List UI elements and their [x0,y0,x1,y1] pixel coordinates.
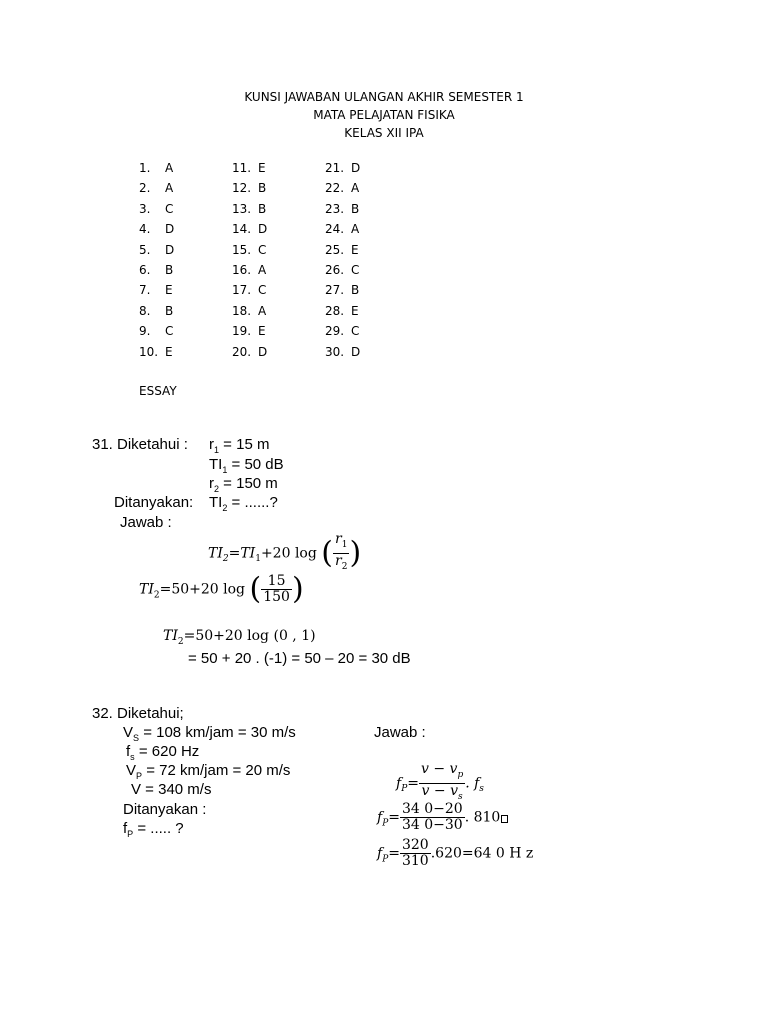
q31-label: 31. Diketahui : [92,436,188,453]
answer-letter: D [165,222,175,237]
q31-ti2: $TI_2$ = ......? [209,494,278,513]
q31-ti1: $TI_1 = 50$ dB [209,456,284,475]
answer-row [139,342,174,362]
answer-row [232,342,267,362]
answer-row [139,178,174,198]
q32-equation-2: $f_P=$ $\frac{34 0-20}{34 0-30}$ . 810 [377,802,508,833]
answer-number: 26. [325,262,345,277]
answer-letter: E [165,283,173,298]
answer-number: 5. [139,242,151,257]
title-line-3: KELAS XII IPA [344,126,424,140]
answer-number: 23. [325,201,345,216]
answer-row [325,280,360,300]
q32-ditanyakan: Ditanyakan : [123,801,207,818]
answer-row [139,219,174,239]
q31-equation-2: $TI_2=50+20$ log ( $\frac{15}{150}$ ) [139,571,304,607]
q31-r2: $r_2 = 150$ m [209,475,278,494]
answer-row [232,260,267,280]
q32-fs: $f_s = 620$ Hz [126,743,200,762]
answer-letter: E [258,161,266,175]
answer-number: 11. [232,161,252,175]
answer-row [232,178,267,198]
q31-ditanyakan: Ditanyakan: [114,494,194,511]
answer-letter: B [165,262,174,277]
answer-number: 16. [232,262,252,277]
answer-row [232,301,267,321]
answer-row [232,280,267,300]
answer-letter: C [165,324,174,339]
q31-result: = 50 + 20 . (-1) = 50 – 20 = 30 dB [188,650,411,667]
answer-number: 29. [325,324,345,339]
answer-number: 6. [139,262,151,277]
q32-jawab: Jawab : [374,724,426,741]
answer-row [232,199,267,219]
answer-letter: C [258,242,267,257]
answer-letter: E [351,303,359,318]
answer-number: 2. [139,181,151,196]
answer-number: 4. [139,222,151,237]
answer-number: 19. [232,324,252,339]
answer-number: 14. [232,222,252,237]
title-line-1: KUNSI JAWABAN ULANGAN AKHIR SEMESTER 1 [244,90,524,104]
answer-letter: E [351,242,359,257]
q32-label: 32. Diketahui; [92,705,184,722]
answer-row [325,178,360,198]
answer-row [325,342,360,362]
q31-r1: $r_1 = 15$ m [209,436,270,455]
answer-row [139,240,174,260]
answer-number: 27. [325,283,345,298]
q31-jawab: Jawab : [120,514,172,531]
answer-letter: D [351,344,361,359]
answer-number: 9. [139,324,151,339]
answer-row [325,219,360,239]
answer-letter: C [351,262,360,277]
answer-letter: B [165,303,174,318]
answer-letter: A [165,181,174,196]
answer-number: 22. [325,181,345,196]
answer-number: 12. [232,181,252,196]
answer-number: 15. [232,242,252,257]
missing-glyph-box [501,815,508,823]
answer-row [325,158,360,178]
answer-row [139,280,174,300]
answer-letter: B [258,201,267,216]
answer-number: 7. [139,283,151,298]
answer-letter: C [165,201,174,216]
answer-row [232,219,267,239]
q32-equation-1: $f_P=$ $\frac{v - v_p}{v - v_s}$ . $f_s$ [396,761,484,802]
answer-number: 25. [325,242,345,257]
answer-number: 17. [232,283,252,298]
answer-letter: B [351,201,360,216]
answer-letter: D [258,344,268,359]
answer-row [139,260,174,280]
title-line-2: MATA PELAJATAN FISIKA [313,108,455,122]
answer-row [139,158,174,178]
answer-letter: B [351,283,360,298]
answer-row [139,199,174,219]
q32-equation-3: $f_P=$ $\frac{320}{310}$ .620=64 0 H z [377,837,534,869]
answer-number: 13. [232,201,252,216]
answer-letter: A [258,303,267,318]
answer-row [139,301,174,321]
answer-letter: C [351,324,360,339]
answer-row [232,321,267,341]
q32-v: V = 340 m/s [131,781,212,798]
q31-equation-1: $TI_2=TI_1+20$ log ( $\frac{r_1}{r_2}$ ) [208,531,362,572]
answer-column-1 [139,158,174,362]
essay-label: ESSAY [139,384,177,398]
answer-letter: D [165,242,175,257]
answer-row [232,158,267,178]
answer-number: 21. [325,161,345,175]
answer-row [325,301,360,321]
answer-letter: A [165,161,174,175]
answer-letter: A [351,181,360,196]
answer-letter: D [351,161,361,175]
answer-row [325,240,360,260]
answer-number: 10. [139,344,159,359]
answer-row [232,240,267,260]
answer-number: 1. [139,161,151,175]
q32-vp: $V_P = 72$ km/jam = 20 m/s [126,762,291,781]
answer-number: 8. [139,303,151,318]
q32-vs: $V_S = 108$ km/jam = 30 m/s [123,724,296,743]
answer-letter: A [258,262,267,277]
answer-letter: B [258,181,267,196]
answer-letter: A [351,222,360,237]
answer-number: 30. [325,344,345,359]
answer-number: 18. [232,303,252,318]
answer-row [139,321,174,341]
answer-number: 20. [232,344,252,359]
answer-column-2 [232,158,267,362]
answer-letter: C [258,283,267,298]
answer-column-3 [325,158,360,362]
answer-row [325,321,360,341]
answer-row [325,260,360,280]
q32-fp: $f_P$ = ..... ? [123,820,184,839]
answer-row [325,199,360,219]
answer-number: 3. [139,201,151,216]
answer-number: 24. [325,222,345,237]
answer-letter: E [165,344,173,359]
q31-equation-3: $TI_2=50+20$ log (0 , 1) [163,628,316,647]
answer-number: 28. [325,303,345,318]
answer-letter: D [258,222,268,237]
answer-letter: E [258,324,266,339]
